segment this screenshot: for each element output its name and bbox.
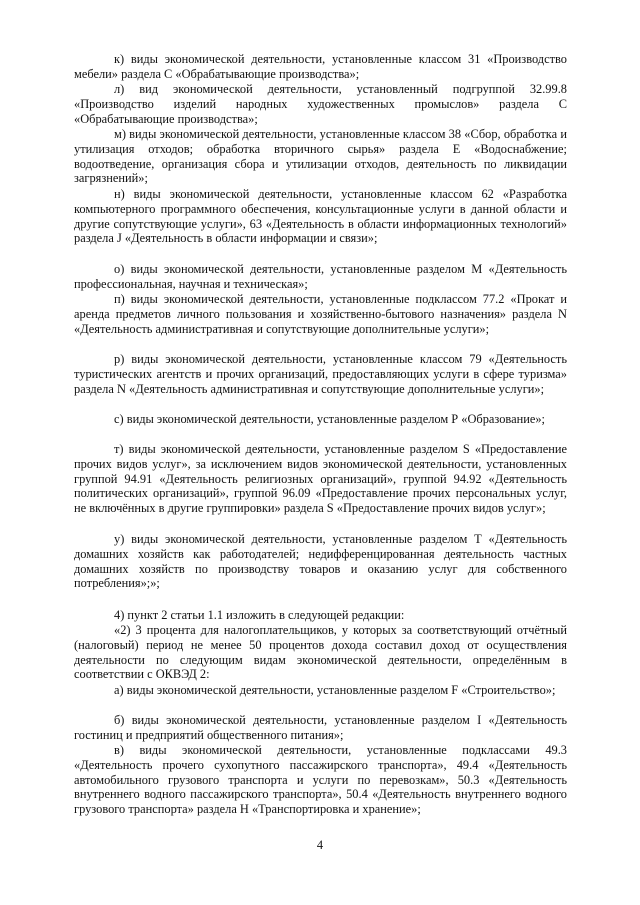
item-p: п) виды экономической деятельности, установленные подклассом 77.2 «Прокат и аренда предметов личного пользования и хозяйственно-бытового назначения» раздела N «Деятельность административная и сопутствующие дополнительные услуги»; — [74, 292, 567, 336]
item-m: м) виды экономической деятельности, установленные классом 38 «Сбор, обработка и утилизация отходов; обработка вторичного сырья» раздела Е «Водоснабжение; водоотведение, организация сбора и утилизации отходов, деятельность по ликвидации загрязнений»; — [74, 127, 567, 186]
clause-2-intro: «2) 3 процента для налогоплательщиков, у которых за соответствующий отчётный (налоговый) период не менее 50 процентов дохода составил доход от осуществления деятельности по следующим видам экономической деятельности, определённым в соответствии с ОКВЭД 2: — [74, 623, 567, 682]
item-k: к) виды экономической деятельности, установленные классом 31 «Производство мебели» раздела С «Обрабатывающие производства»; — [74, 52, 567, 81]
item-o: о) виды экономической деятельности, установленные разделом М «Деятельность профессиональная, научная и техническая»; — [74, 262, 567, 291]
item-s: с) виды экономической деятельности, установленные разделом Р «Образование»; — [114, 412, 546, 426]
item-a: а) виды экономической деятельности, установленные разделом F «Строительство»; — [114, 683, 556, 697]
item-l: л) вид экономической деятельности, установленный подгруппой 32.99.8 «Производство изделий народных художественных промыслов» раздела С «Обрабатывающие производства»; — [74, 82, 567, 126]
item-r: р) виды экономической деятельности, установленные классом 79 «Деятельность туристических агентств и прочих организаций, предоставляющих услуги в сфере туризма» раздела N «Деятельность административная и сопутствующие дополнительные услуги»; — [74, 352, 567, 396]
item-u: у) виды экономической деятельности, установленные разделом Т «Деятельность домашних хозяйств как работодателей; недифференцированная деятельность частных домашних хозяйств по производству товаров и оказанию услуг для собственного потребления»;»; — [74, 532, 567, 591]
clause-4: 4) пункт 2 статьи 1.1 изложить в следующей редакции: — [114, 608, 405, 622]
page-number: 4 — [316, 838, 324, 852]
item-n: н) виды экономической деятельности, установленные классом 62 «Разработка компьютерного программного обеспечения, консультационные услуги в данной области и другие сопутствующие услуги», 63 «Деятельность в области информационных технологий» раздела J «Деятельность в области информации и связи»; — [74, 187, 567, 246]
item-v: в) виды экономической деятельности, установленные подклассами 49.3 «Деятельность прочего сухопутного пассажирского транспорта», 49.4 «Деятельность автомобильного грузового транспорта и услуги по перевозкам», 50.3 «Деятельность внутреннего водного пассажирского транспорта», 50.4 «Деятельность внутреннего водного грузового транспорта» раздела Н «Транспортировка и хранение»; — [74, 743, 567, 817]
item-b: б) виды экономической деятельности, установленные разделом I «Деятельность гостиниц и предприятий общественного питания»; — [74, 713, 567, 742]
item-t: т) виды экономической деятельности, установленные разделом S «Предоставление прочих видов услуг», за исключением видов экономической деятельности, установленных группой 94.91 «Деятельность религиозных организаций», группой 94.92 «Деятельность политических организаций», группой 96.09 «Предоставление прочих персональных услуг, не включённых в другие группировки» раздела S «Предоставление прочих видов услуг»; — [74, 442, 567, 516]
